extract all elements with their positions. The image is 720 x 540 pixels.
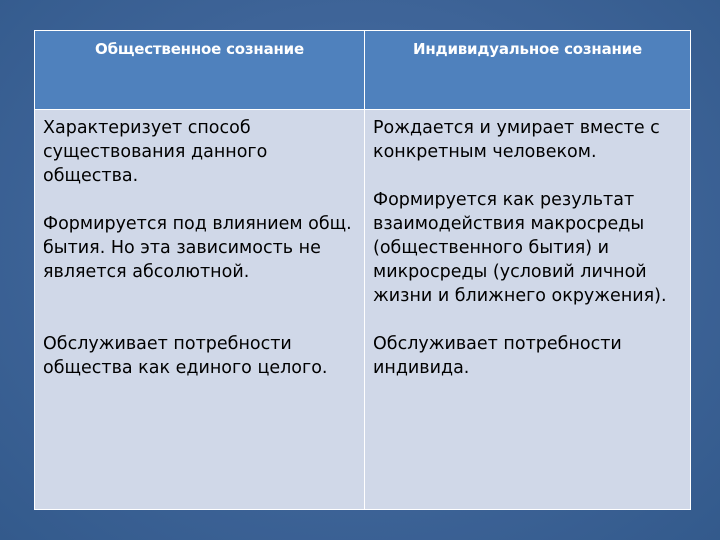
- individual-consciousness-cell: [365, 110, 690, 509]
- social-formation-text: Формируется под влиянием общ. бытия. Но эта зависимость не является абсолютной.: [43, 214, 352, 282]
- social-needs-text: Обслуживает потребности общества как единого целого.: [43, 334, 328, 378]
- social-characteristic-text: Характеризует способ существования данного общества.: [43, 118, 268, 186]
- individual-lifespan-text: Рождается и умирает вместе с конкретным человеком.: [373, 118, 660, 162]
- header-individual-consciousness: Индивидуальное сознание: [365, 31, 690, 109]
- individual-needs-text: Обслуживает потребности индивида.: [373, 334, 622, 378]
- header-social-consciousness: Общественное сознание: [35, 31, 364, 109]
- comparison-table: [34, 30, 691, 510]
- social-consciousness-cell: [35, 110, 364, 509]
- individual-formation-text: Формируется как результат взаимодействия макросреды (общественного бытия) и микросреды (условий личной жизни и ближнего окружения).: [373, 190, 667, 306]
